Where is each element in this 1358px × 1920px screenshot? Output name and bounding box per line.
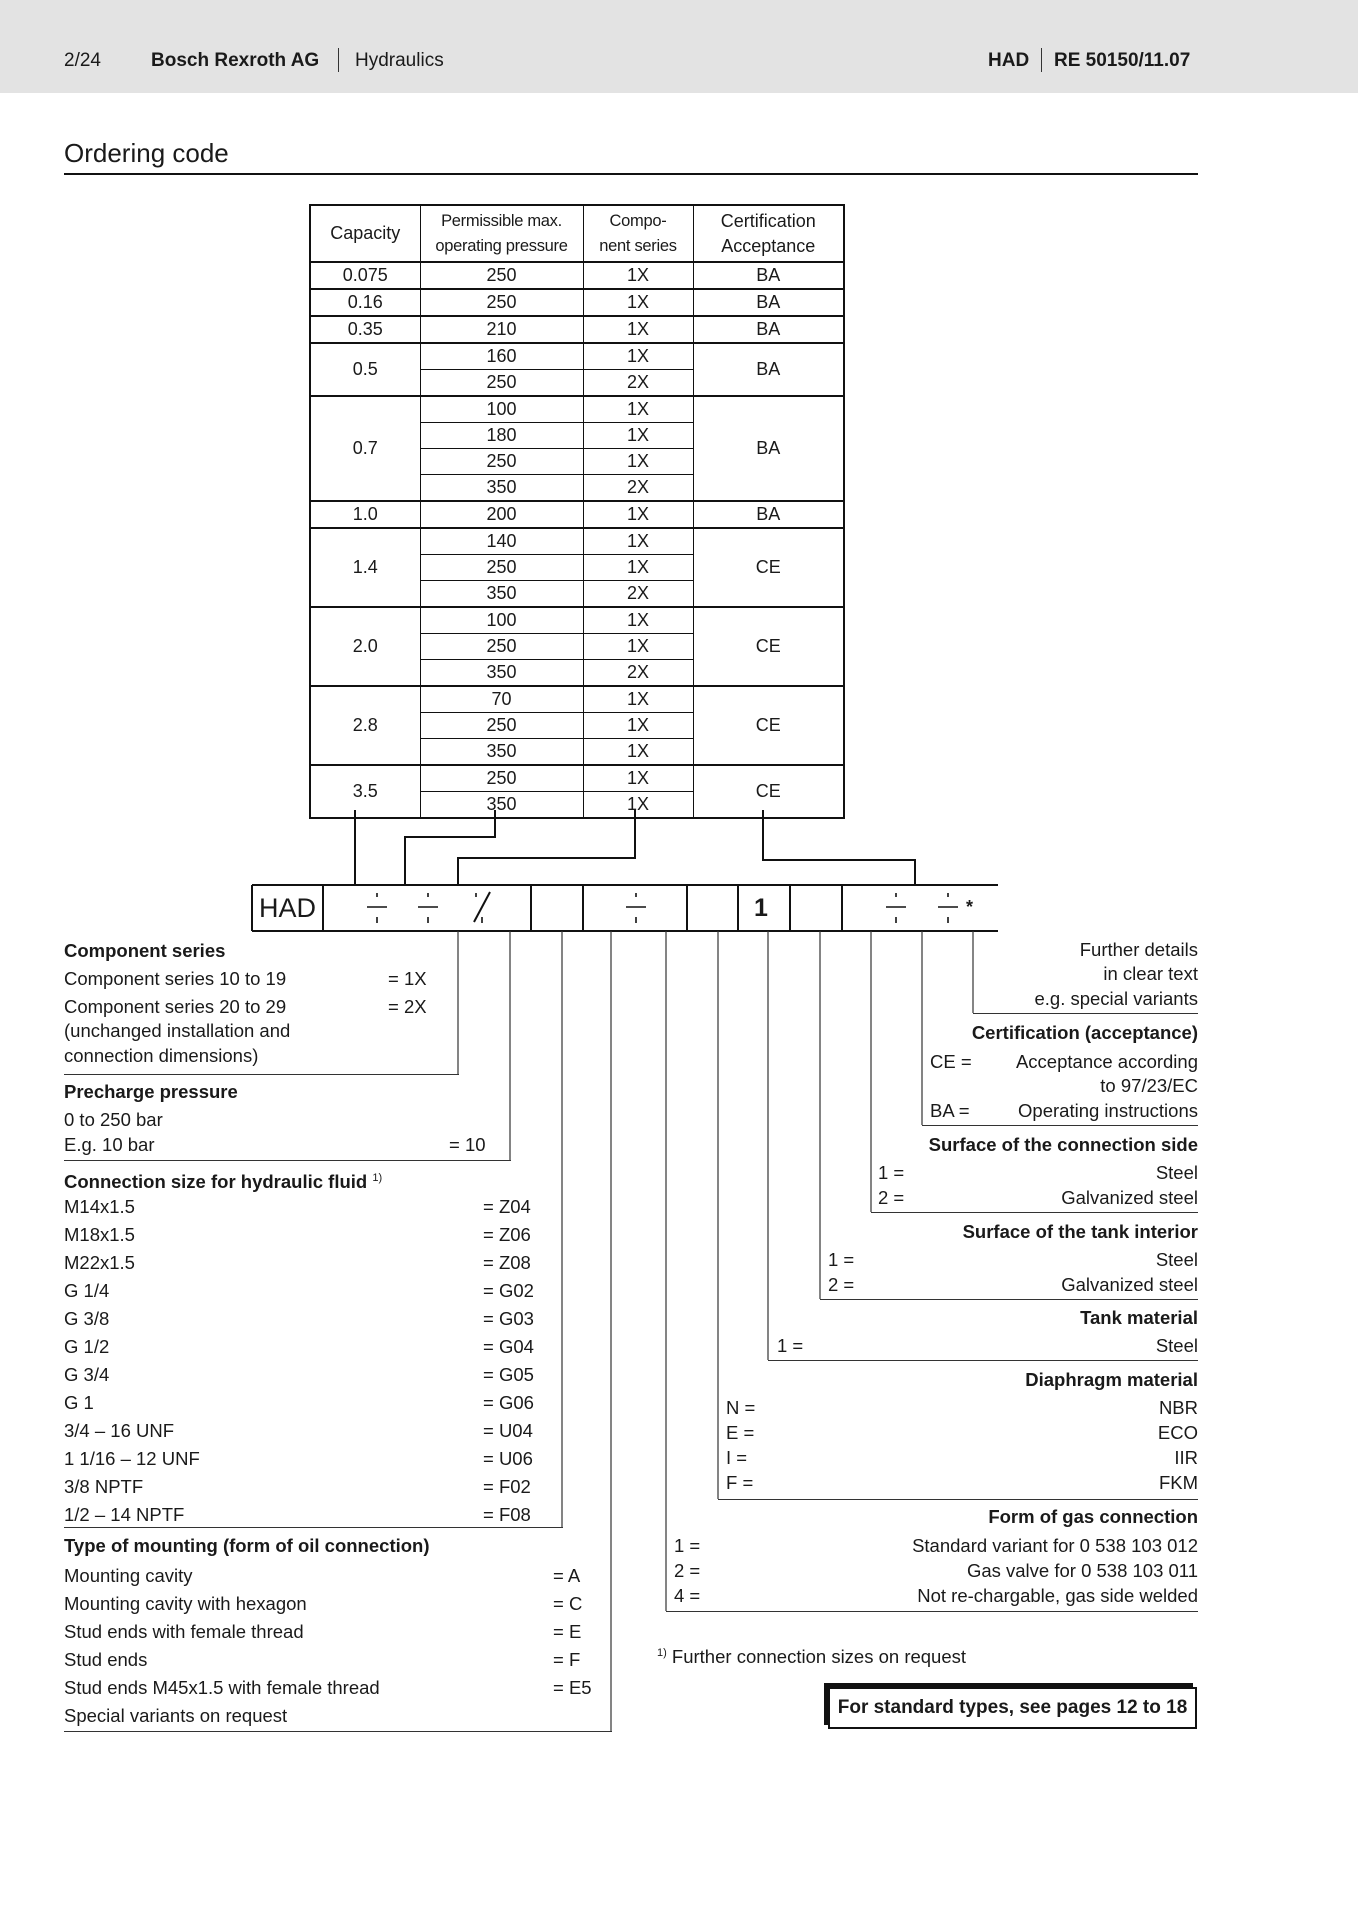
series-cell: 2X [583, 475, 693, 502]
capacity-cell: 1.0 [310, 501, 420, 528]
certification-cell: BA [693, 343, 844, 396]
diaphragm-title: Diaphragm material [1025, 1369, 1198, 1390]
leader-rule [768, 1360, 1198, 1361]
certification-cell: BA [693, 262, 844, 289]
component-series-note: (unchanged installation and [64, 1020, 291, 1041]
capacity-cell: 0.5 [310, 343, 420, 396]
leader-rule [922, 1125, 1198, 1126]
list-item: Stud ends with female thread [64, 1621, 304, 1642]
pressure-cell: 250 [420, 449, 583, 475]
list-item: Component series 10 to 19 [64, 968, 287, 989]
pressure-cell: 140 [420, 528, 583, 555]
option-text: Not re-chargable, gas side welded [917, 1585, 1198, 1606]
pressure-cell: 210 [420, 316, 583, 343]
series-cell: 2X [583, 370, 693, 397]
pressure-cell: 250 [420, 555, 583, 581]
company-name: Bosch Rexroth AG [151, 50, 320, 71]
option-text: FKM [1158, 1472, 1198, 1493]
leader-rule [820, 1299, 1198, 1300]
series-cell: 1X [583, 739, 693, 766]
leader-rule [64, 1731, 612, 1732]
header-certification: Certification Acceptance [693, 205, 844, 262]
pressure-cell: 350 [420, 739, 583, 766]
footnote: $^{1)}$ Further connection sizes on request [657, 1646, 967, 1668]
leader-rule [973, 1013, 1198, 1014]
option-text: Galvanized steel [1061, 1274, 1198, 1295]
option-text: Steel [1155, 1249, 1198, 1270]
header-pressure: Permissible max. operating pressure [420, 205, 583, 262]
pressure-cell: 350 [420, 475, 583, 502]
option-code: E = [726, 1422, 755, 1443]
option-code: 2 = [674, 1560, 701, 1581]
pressure-cell: 350 [420, 792, 583, 819]
list-item-value: = G04 [483, 1336, 534, 1357]
option-code: 1 = [878, 1162, 905, 1183]
list-item-value: = 2X [388, 996, 427, 1017]
component-series-title: Component series [64, 940, 226, 961]
pressure-cell: 100 [420, 396, 583, 423]
list-item-value: = Z04 [483, 1196, 531, 1217]
list-item: Stud ends M45x1.5 with female thread [64, 1677, 380, 1698]
pressure-cell: 180 [420, 423, 583, 449]
cert-code-ba: BA = [930, 1100, 970, 1121]
list-item: G 3/8 [64, 1308, 110, 1329]
capacity-cell: 3.5 [310, 765, 420, 818]
pressure-cell: 350 [420, 660, 583, 687]
list-item: M14x1.5 [64, 1196, 135, 1217]
series-cell: 1X [583, 343, 693, 370]
header-series: Compo- nent series [583, 205, 693, 262]
certification-title: Certification (acceptance) [971, 1022, 1198, 1043]
list-item-value: = F08 [483, 1504, 531, 1525]
list-item: G 1/4 [64, 1280, 110, 1301]
series-cell: 1X [583, 396, 693, 423]
connector-pressure [405, 810, 495, 885]
list-item-value: = G05 [483, 1364, 534, 1385]
certification-cell: CE [693, 607, 844, 686]
option-code: 1 = [777, 1335, 804, 1356]
pressure-cell: 250 [420, 765, 583, 792]
division-name: Hydraulics [355, 50, 444, 71]
option-code: 2 = [828, 1274, 855, 1295]
leader-rule [666, 1611, 1198, 1612]
series-cell: 1X [583, 316, 693, 343]
series-cell: 1X [583, 634, 693, 660]
list-item-value: = G06 [483, 1392, 534, 1413]
certification-cell: BA [693, 396, 844, 501]
list-item: 3/4 – 16 UNF [64, 1420, 175, 1441]
list-item: 1 1/16 – 12 UNF [64, 1448, 200, 1469]
option-text: ECO [1157, 1422, 1198, 1443]
cert-text-ce: to 97/23/EC [1100, 1075, 1198, 1096]
page-title: Ordering code [64, 138, 229, 168]
certification-cell: CE [693, 686, 844, 765]
option-text: Steel [1155, 1335, 1198, 1356]
list-item-value: = C [553, 1593, 583, 1614]
pressure-cell: 70 [420, 686, 583, 713]
list-item: Mounting cavity [64, 1565, 193, 1586]
certification-cell: BA [693, 289, 844, 316]
certification-cell: BA [693, 316, 844, 343]
further-details: Further details [1079, 939, 1198, 960]
connector-series [458, 810, 635, 885]
component-series-note: connection dimensions) [64, 1045, 259, 1066]
capacity-cell: 0.7 [310, 396, 420, 501]
series-cell: 1X [583, 792, 693, 819]
list-item-value: = A [553, 1565, 581, 1586]
series-cell: 1X [583, 713, 693, 739]
list-item: M22x1.5 [64, 1252, 135, 1273]
connection-title: Connection size for hydraulic fluid $^{1)}$ [64, 1171, 383, 1193]
leader-rule [64, 1527, 563, 1528]
mounting-title: Type of mounting (form of oil connection) [64, 1535, 430, 1556]
list-item: M18x1.5 [64, 1224, 135, 1245]
option-text: Galvanized steel [1061, 1187, 1198, 1208]
leader-rule [64, 1074, 459, 1075]
option-code: 1 = [828, 1249, 855, 1270]
cert-code-ce: CE = [930, 1051, 972, 1072]
page-number: 2/24 [64, 50, 101, 71]
code-prefix: HAD [259, 893, 317, 923]
list-item-value: = F02 [483, 1476, 531, 1497]
option-text: NBR [1158, 1397, 1198, 1418]
code-asterisk: * [966, 897, 974, 917]
series-cell: 1X [583, 528, 693, 555]
option-text: IIR [1174, 1447, 1198, 1468]
series-cell: 2X [583, 581, 693, 608]
list-item-value: = U04 [483, 1420, 533, 1441]
header-capacity: Capacity [310, 205, 420, 262]
connector-certification [763, 810, 915, 885]
pressure-cell: 250 [420, 713, 583, 739]
further-details: in clear text [1103, 963, 1198, 984]
surface-connection-title: Surface of the connection side [928, 1134, 1198, 1155]
list-item-value: = F [553, 1649, 581, 1670]
pressure-cell: 250 [420, 634, 583, 660]
precharge-example-value: = 10 [449, 1134, 486, 1155]
option-code: F = [726, 1472, 754, 1493]
list-item-value: = Z06 [483, 1224, 531, 1245]
option-code: I = [726, 1447, 748, 1468]
leader-rule [871, 1212, 1198, 1213]
series-cell: 1X [583, 423, 693, 449]
series-cell: 1X [583, 449, 693, 475]
list-item-value: = 1X [388, 968, 427, 989]
list-item: G 1/2 [64, 1336, 110, 1357]
pressure-cell: 100 [420, 607, 583, 634]
cert-text-ce: Acceptance according [1015, 1051, 1198, 1072]
pressure-cell: 200 [420, 501, 583, 528]
series-cell: 1X [583, 501, 693, 528]
pressure-cell: 350 [420, 581, 583, 608]
pressure-cell: 250 [420, 289, 583, 316]
list-item: G 3/4 [64, 1364, 110, 1385]
standard-types-box: For standard types, see pages 12 to 18 [828, 1687, 1197, 1729]
precharge-example: E.g. 10 bar [64, 1134, 155, 1155]
pressure-cell: 250 [420, 262, 583, 289]
certification-cell: CE [693, 765, 844, 818]
surface-tank-title: Surface of the tank interior [962, 1221, 1198, 1242]
series-cell: 2X [583, 660, 693, 687]
list-item: 1/2 – 14 NPTF [64, 1504, 185, 1525]
certification-cell: CE [693, 528, 844, 607]
option-code: 1 = [674, 1535, 701, 1556]
list-item: Stud ends [64, 1649, 148, 1670]
tank-material-title: Tank material [1080, 1307, 1198, 1328]
list-item: 3/8 NPTF [64, 1476, 144, 1497]
precharge-range: 0 to 250 bar [64, 1109, 163, 1130]
list-item: G 1 [64, 1392, 94, 1413]
pressure-cell: 250 [420, 370, 583, 397]
capacity-cell: 2.0 [310, 607, 420, 686]
list-item-value: = E5 [553, 1677, 592, 1698]
option-code: 2 = [878, 1187, 905, 1208]
document-reference: RE 50150/11.07 [1054, 50, 1191, 71]
option-text: Gas valve for 0 538 103 011 [966, 1560, 1198, 1581]
series-cell: 1X [583, 289, 693, 316]
series-cell: 1X [583, 262, 693, 289]
option-code: 4 = [674, 1585, 701, 1606]
option-code: N = [726, 1397, 756, 1418]
capacity-cell: 1.4 [310, 528, 420, 607]
product-code: HAD [988, 50, 1030, 71]
list-item: Component series 20 to 29 [64, 996, 287, 1017]
leader-rule [718, 1499, 1198, 1500]
option-text: Steel [1155, 1162, 1198, 1183]
gas-connection-title: Form of gas connection [988, 1506, 1198, 1527]
precharge-title: Precharge pressure [64, 1081, 238, 1102]
option-text: Standard variant for 0 538 103 012 [912, 1535, 1198, 1556]
list-item-value: = G03 [483, 1308, 534, 1329]
series-cell: 1X [583, 555, 693, 581]
code-fixed-digit: 1 [754, 894, 768, 922]
certification-cell: BA [693, 501, 844, 528]
series-cell: 1X [583, 607, 693, 634]
capacity-cell: 0.16 [310, 289, 420, 316]
pressure-cell: 160 [420, 343, 583, 370]
capacity-cell: 0.075 [310, 262, 420, 289]
list-item-value: = U06 [483, 1448, 533, 1469]
list-item-value: = G02 [483, 1280, 534, 1301]
list-item: Mounting cavity with hexagon [64, 1593, 307, 1614]
list-item-value: = Z08 [483, 1252, 531, 1273]
leader-rule [64, 1160, 511, 1161]
list-item-value: = E [553, 1621, 582, 1642]
capacity-cell: 2.8 [310, 686, 420, 765]
capacity-cell: 0.35 [310, 316, 420, 343]
cert-text-ba: Operating instructions [1018, 1100, 1198, 1121]
series-cell: 1X [583, 765, 693, 792]
further-details: e.g. special variants [1034, 988, 1198, 1009]
mounting-note: Special variants on request [64, 1705, 288, 1726]
series-cell: 1X [583, 686, 693, 713]
